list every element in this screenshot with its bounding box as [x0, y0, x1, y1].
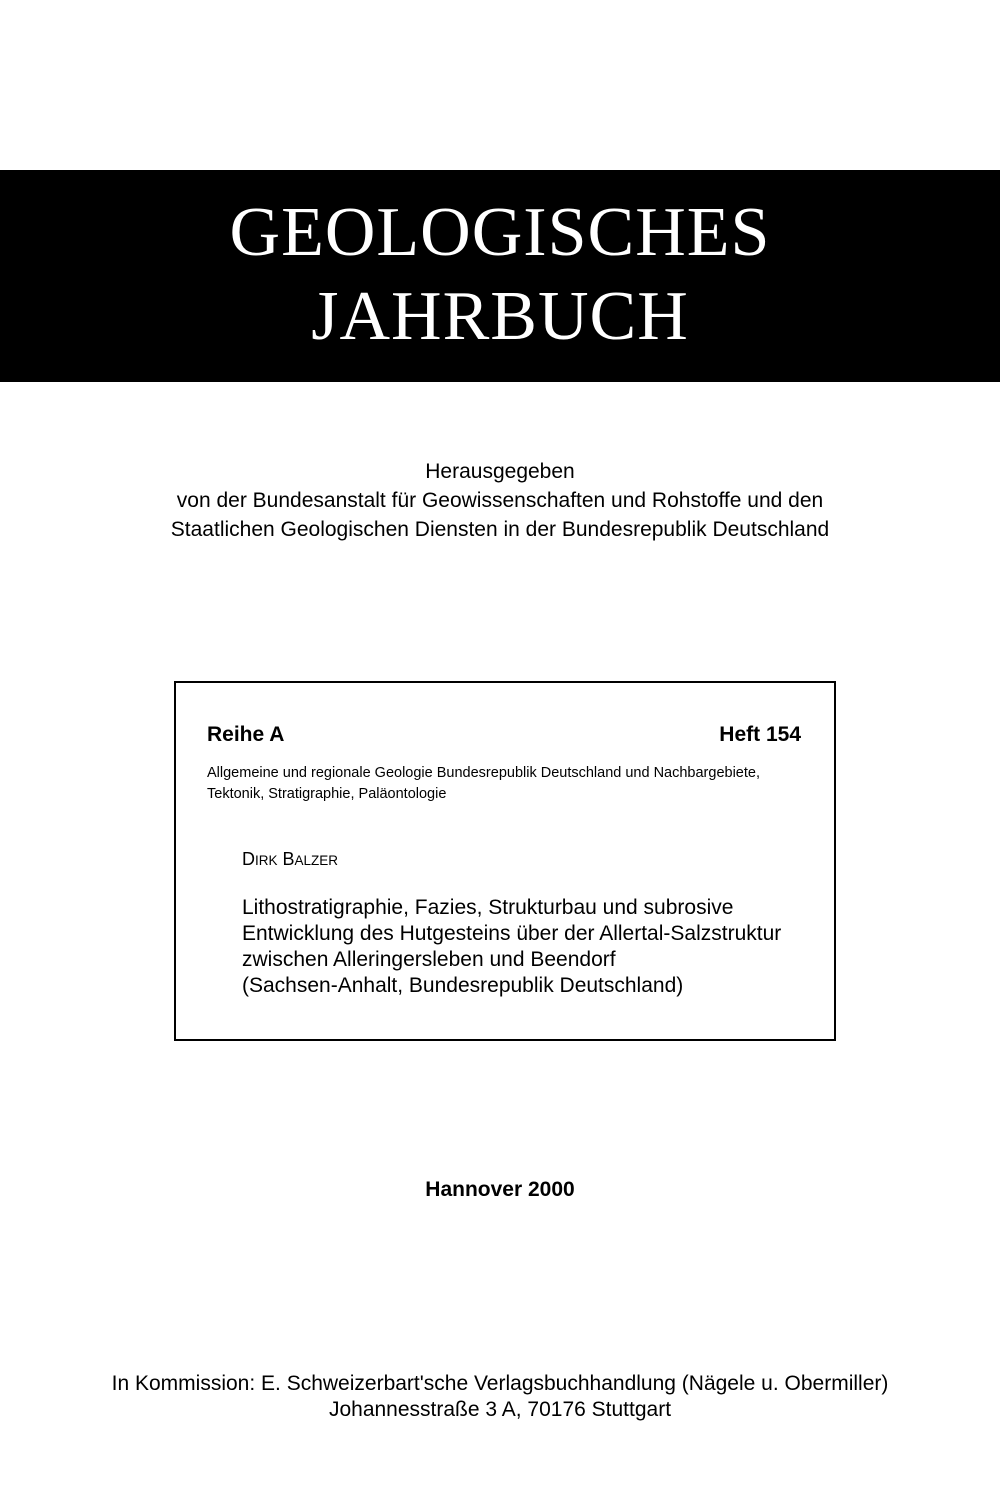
publisher-line-3: Staatlichen Geologischen Diensten in der Bundesrepublik Deutschland [170, 518, 830, 541]
series-description [207, 763, 817, 805]
publisher-line-1: Herausgegeben [425, 460, 575, 483]
commission-line-1: In Kommission: E. Schweizerbart'sche Verlagsbuchhandlung (Nägele u. Obermiller) [111, 1372, 889, 1395]
work-title [242, 895, 822, 999]
series-reihe: Reihe A [207, 723, 285, 746]
journal-title-band [0, 170, 1000, 382]
work-title-line-1: Lithostratigraphie, Fazies, Strukturbau und subrosive [242, 896, 734, 919]
work-title-line-2: Entwicklung des Hutgesteins über der Allertal-Salzstruktur [242, 922, 782, 945]
work-title-line-3: zwischen Alleringersleben und Beendorf [242, 948, 616, 971]
series-description-line-1: Allgemeine und regionale Geologie Bundesrepublik Deutschland und Nachbargebiete, [207, 765, 760, 781]
series-heft: Heft 154 [719, 723, 801, 746]
author-first-rest: IRK [255, 853, 278, 868]
publisher-block [0, 457, 1000, 544]
series-description-line-2: Tektonik, Stratigraphie, Paläontologie [207, 786, 447, 802]
author-name [242, 849, 338, 870]
journal-title-line-2: JAHRBUCH [311, 278, 689, 355]
commission-line-2: Johannesstraße 3 A, 70176 Stuttgart [328, 1398, 672, 1421]
author-first-initial: D [242, 849, 255, 869]
commission-block [0, 1371, 1000, 1423]
publisher-line-2: von der Bundesanstalt für Geowissenschaften und Rohstoffe und den [176, 489, 824, 512]
series-info-box [174, 681, 836, 1041]
place-year: Hannover 2000 [425, 1178, 575, 1201]
journal-title-line-1: GEOLOGISCHES [229, 194, 771, 271]
author-last-initial: B [282, 849, 295, 869]
author-last-rest: ALZER [294, 853, 339, 868]
work-title-line-4: (Sachsen-Anhalt, Bundesrepublik Deutschland) [242, 974, 684, 997]
